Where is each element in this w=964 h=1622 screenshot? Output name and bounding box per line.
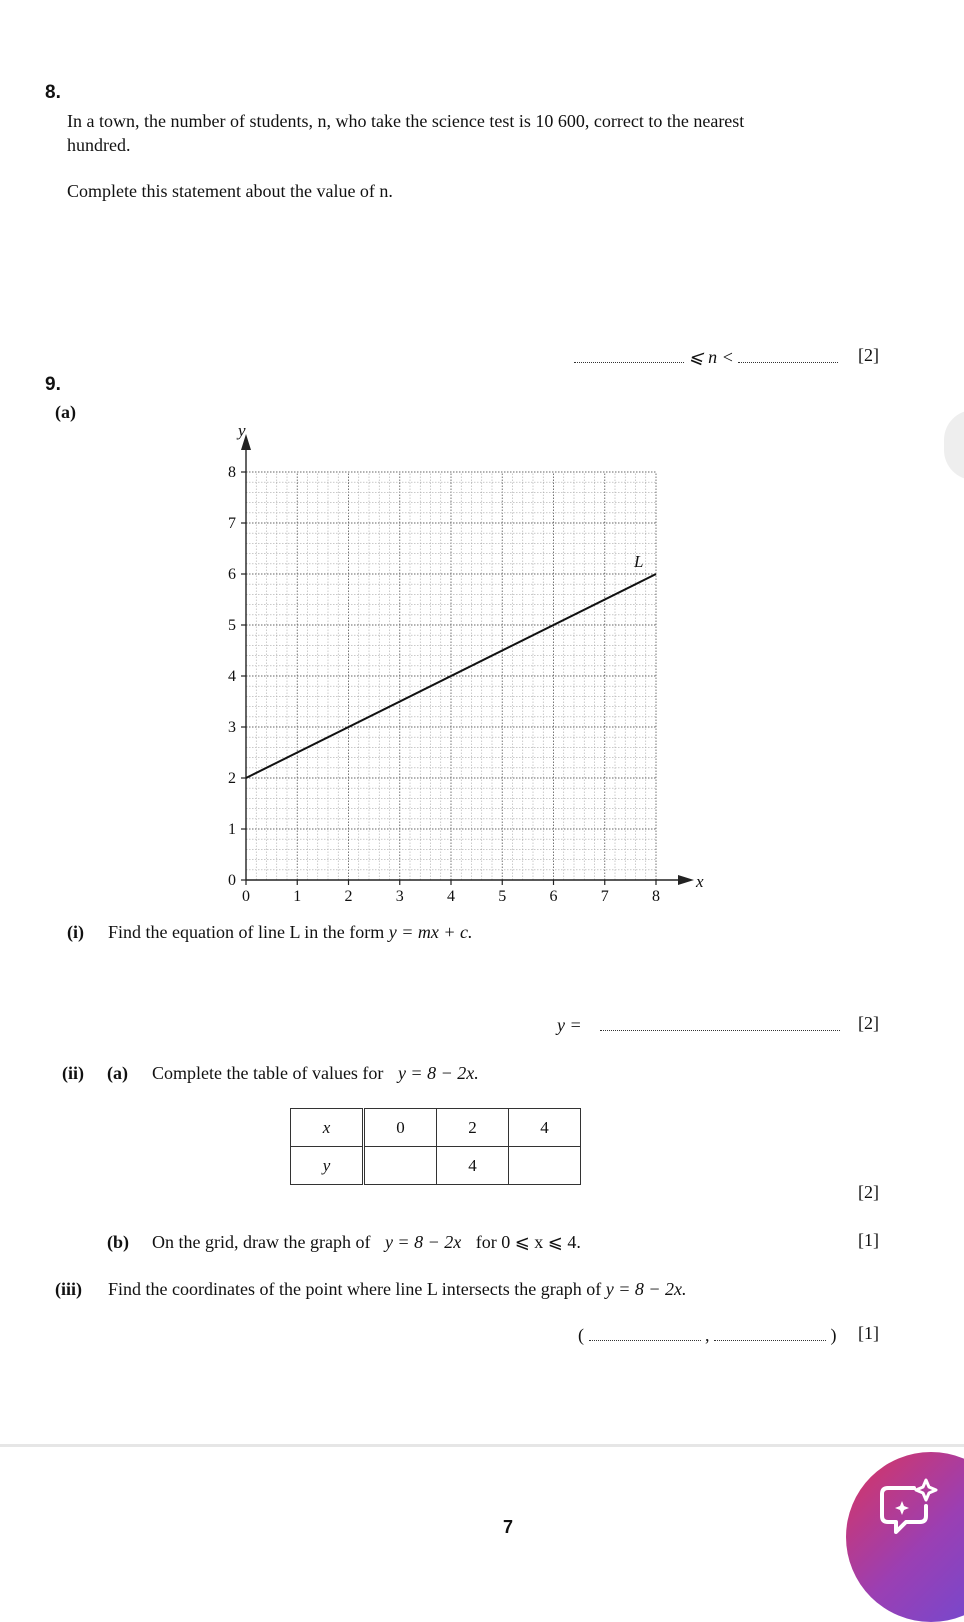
part-iib-marks: [1] (858, 1230, 879, 1250)
table-cell-answer[interactable] (364, 1147, 437, 1185)
page-divider (0, 1444, 964, 1447)
part-i-question: Find the equation of line L in the form (108, 922, 385, 942)
question-9-number: 9. (45, 374, 61, 395)
part-iib-question: On the grid, draw the graph of (152, 1232, 371, 1252)
x-axis-arrow (678, 875, 694, 885)
part-i-text (108, 920, 473, 944)
part-iia-equation: y = 8 − 2x. (397, 1063, 479, 1083)
part-iia-text (152, 1061, 479, 1085)
table-row (291, 1109, 581, 1147)
values-table (290, 1108, 581, 1185)
y-axis-label: y (238, 421, 246, 440)
y-tick-label: 2 (228, 770, 236, 787)
part-iii-question: Find the coordinates of the point where line L intersects the graph of (108, 1279, 602, 1299)
part-iib-text (152, 1230, 581, 1254)
y-tick-label: 8 (228, 464, 236, 481)
sparkle-chat-icon (874, 1474, 954, 1554)
part-iii-answer-line (578, 1323, 837, 1347)
series-label: L (634, 552, 644, 571)
part-iii-marks: [1] (858, 1323, 879, 1343)
x-tick-label: 4 (447, 888, 455, 905)
table-cell-answer[interactable] (509, 1147, 581, 1185)
question-8-number: 8. (45, 82, 61, 103)
part-ii-label: (ii) (62, 1063, 84, 1083)
table-cell: x (291, 1109, 364, 1147)
answer-blank-y[interactable] (714, 1326, 826, 1341)
part-iia-label: (a) (107, 1063, 128, 1083)
y-tick-label: 7 (228, 515, 236, 532)
y-tick-label: 6 (228, 566, 236, 583)
part-iia-question: Complete the table of values for (152, 1063, 384, 1083)
paren-open: ( (578, 1325, 584, 1345)
question-8-marks: [2] (858, 345, 879, 365)
graph-tick-labels (228, 421, 704, 905)
answer-blank-x[interactable] (589, 1326, 701, 1341)
part-iii-text (108, 1277, 686, 1301)
answer-inequality: ⩽ n < (688, 347, 734, 367)
part-iib-equation: y = 8 − 2x (384, 1232, 462, 1252)
question-8-line-2: hundred. (67, 135, 131, 155)
table-cell: y (291, 1147, 364, 1185)
y-tick-label: 3 (228, 719, 236, 736)
part-i-answer-prefix: y = (557, 1015, 582, 1035)
part-a-label: (a) (55, 402, 76, 422)
table-cell: 4 (437, 1147, 509, 1185)
part-iia-marks: [2] (858, 1182, 879, 1202)
graph-axes (241, 434, 694, 885)
paren-close: ) (830, 1325, 837, 1345)
x-tick-label: 7 (600, 888, 609, 905)
x-tick-label: 0 (242, 888, 250, 905)
y-tick-label: 1 (228, 821, 236, 838)
x-tick-label: 2 (344, 888, 353, 905)
table-row (291, 1147, 581, 1185)
table-cell: 0 (364, 1109, 437, 1147)
x-tick-label: 6 (549, 888, 558, 905)
x-tick-label: 8 (652, 888, 660, 905)
part-i-answer-line (557, 1013, 840, 1037)
x-tick-label: 3 (395, 888, 404, 905)
part-iii-equation: y = 8 − 2x. (605, 1279, 687, 1299)
x-tick-label: 5 (498, 888, 507, 905)
y-tick-label: 0 (228, 872, 236, 889)
part-iib-range: for 0 ⩽ x ⩽ 4. (475, 1232, 581, 1252)
part-iii-label: (iii) (55, 1279, 82, 1299)
question-8-line-1: In a town, the number of students, n, who take the science test is 10 600, correct to the nearest (67, 111, 745, 131)
x-axis-label: x (696, 872, 704, 891)
page-number: 7 (503, 1517, 514, 1537)
table-cell: 2 (437, 1109, 509, 1147)
part-iib-label: (b) (107, 1232, 129, 1252)
table-cell: 4 (509, 1109, 581, 1147)
part-i-marks: [2] (858, 1013, 879, 1033)
x-tick-label: 1 (293, 888, 302, 905)
part-i-form: y = mx + c. (388, 922, 473, 942)
comma: , (705, 1325, 710, 1345)
part-i-answer-blank[interactable] (600, 1016, 840, 1031)
part-i-label: (i) (67, 922, 84, 942)
y-tick-label: 4 (228, 668, 236, 685)
question-8-instruction: Complete this statement about the value of n. (67, 181, 393, 201)
y-tick-label: 5 (228, 617, 236, 634)
